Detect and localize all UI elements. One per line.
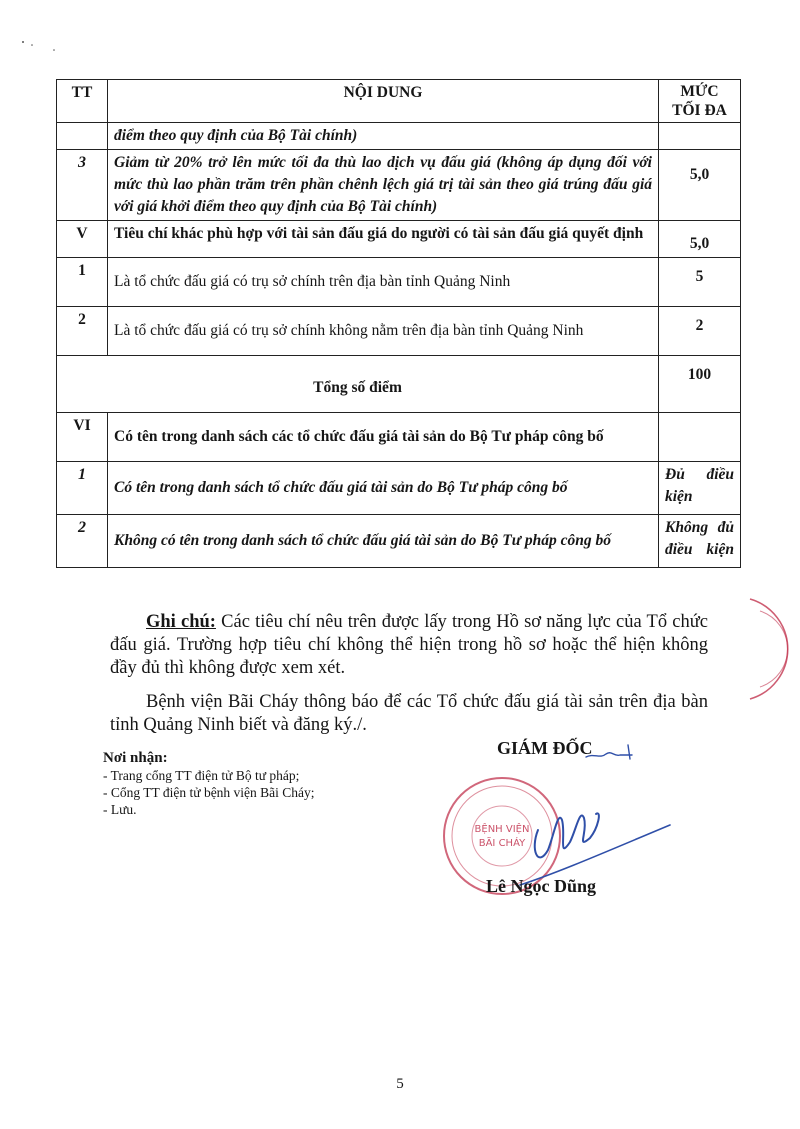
initial-mark-icon: [584, 743, 644, 763]
row-tt: [57, 123, 108, 150]
header-content: NỘI DUNG: [108, 80, 659, 123]
total-row: [57, 356, 741, 413]
recipient-item: - Cổng TT điện tử bệnh viện Bãi Cháy;: [103, 785, 315, 800]
row-content: Giảm từ 20% trở lên mức tối đa thù lao dịch vụ đấu giá (không áp dụng đối với mức thù lao phần trăm trên phần chênh lệch giá trị tài sản theo giá trúng đấu giá với giá khởi điểm theo quy định của Bộ Tài chính): [108, 150, 659, 221]
row-tt: 1: [57, 462, 108, 515]
row-score: [659, 413, 741, 462]
row-tt: 2: [57, 307, 108, 356]
row-tt: 3: [57, 150, 108, 221]
row-tt: 2: [57, 515, 108, 568]
row-score: Không đủ điều kiện: [659, 515, 741, 568]
row-content: Có tên trong danh sách tổ chức đấu giá tài sản do Bộ Tư pháp công bố: [108, 462, 659, 515]
row-content: điểm theo quy định của Bộ Tài chính): [108, 123, 659, 150]
total-score: 100: [659, 356, 741, 413]
table-row: [57, 515, 741, 568]
note-text: Các tiêu chí nêu trên được lấy trong Hồ sơ năng lực của Tổ chức đấu giá. Trường hợp tiêu chí không thể hiện trong hồ sơ hoặc thể hiện không đầy đủ thì không được xem xét.: [110, 612, 708, 678]
page-number: 5: [396, 1076, 404, 1092]
criteria-table: [56, 79, 741, 568]
director-title: GIÁM ĐỐC: [497, 738, 593, 758]
recipient-item: - Lưu.: [103, 802, 137, 817]
table-row: [57, 221, 741, 258]
table-row: [57, 123, 741, 150]
row-content: Có tên trong danh sách các tổ chức đấu giá tài sản do Bộ Tư pháp công bố: [108, 413, 659, 462]
header-max: MỨC TỐI ĐA: [659, 80, 741, 123]
row-content: Không có tên trong danh sách tổ chức đấu giá tài sản do Bộ Tư pháp công bố: [108, 515, 659, 568]
row-content: Là tổ chức đấu giá có trụ sở chính trên địa bàn tỉnh Quảng Ninh: [108, 258, 659, 307]
seal-line-2: BÃI CHÁY: [478, 838, 526, 849]
table-row: [57, 150, 741, 221]
table-row: [57, 413, 741, 462]
signer-name: Lê Ngọc Dũng: [486, 876, 597, 896]
table-row: [57, 258, 741, 307]
note-section: [110, 611, 708, 737]
row-score: [659, 123, 741, 150]
table-header-row: [57, 80, 741, 123]
seal-line-1: BỆNH VIỆN: [474, 824, 530, 835]
row-score: 2: [659, 307, 741, 356]
row-score: 5: [659, 258, 741, 307]
row-score: Đủ điều kiện: [659, 462, 741, 515]
table-row: [57, 307, 741, 356]
note-label: Ghi chú:: [146, 612, 216, 632]
recipient-item: - Trang cổng TT điện tử Bộ tư pháp;: [103, 768, 300, 783]
row-content: Tiêu chí khác phù hợp với tài sản đấu giá do người có tài sản đấu giá quyết định: [108, 221, 659, 258]
row-tt: VI: [57, 413, 108, 462]
note-paragraph: [110, 611, 708, 680]
total-label: Tổng số điểm: [57, 356, 659, 413]
row-content: Là tổ chức đấu giá có trụ sở chính không nằm trên địa bàn tỉnh Quảng Ninh: [108, 307, 659, 356]
table-row: [57, 462, 741, 515]
announcement-paragraph: Bệnh viện Bãi Cháy thông báo để các Tổ chức đấu giá tài sản trên địa bàn tỉnh Quảng Ninh biết và đăng ký./.: [110, 692, 708, 735]
recipients-title: Nơi nhận:: [103, 750, 168, 766]
row-score: 5,0: [659, 150, 741, 221]
row-tt: 1: [57, 258, 108, 307]
edge-seal-fragment: [742, 595, 800, 705]
row-score: 5,0: [659, 221, 741, 258]
header-tt: TT: [57, 80, 108, 123]
row-tt: V: [57, 221, 108, 258]
recipients-block: [103, 749, 403, 818]
scan-specks: [20, 38, 60, 58]
